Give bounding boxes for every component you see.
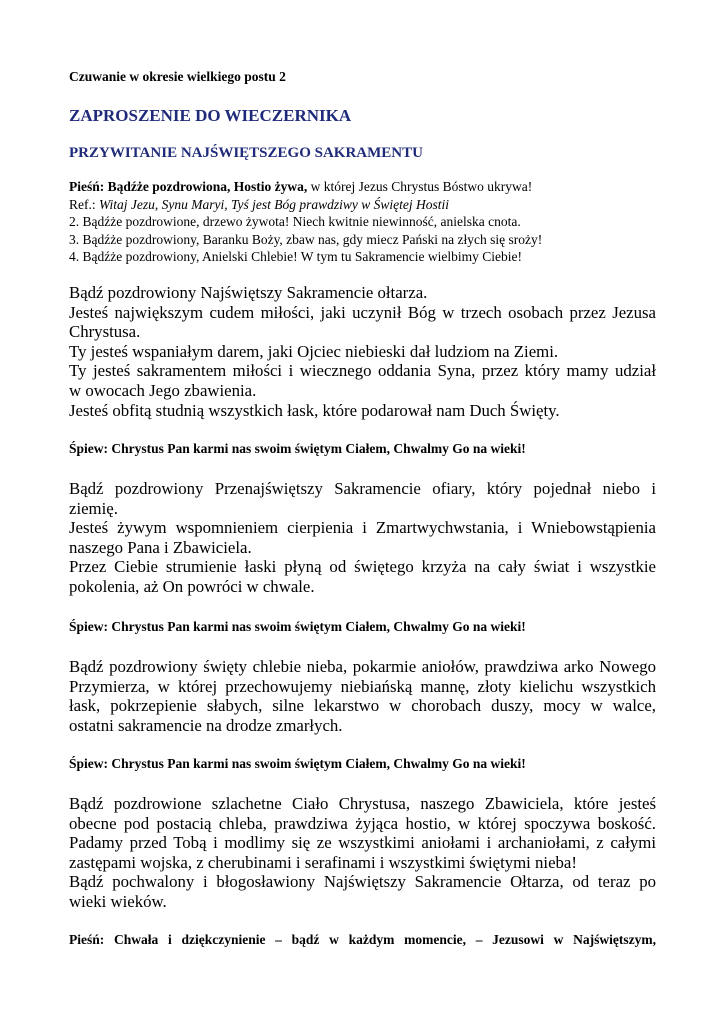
- refrain-2: Śpiew: Chrystus Pan karmi nas swoim świętym Ciałem, Chwalmy Go na wieki!: [69, 619, 526, 634]
- prayer-line: Jesteś największym cudem miłości, jaki uczynił Bóg w trzech osobach przez Jezusa: [69, 302, 656, 322]
- document-label: Czuwanie w okresie wielkiego postu 2: [69, 69, 286, 84]
- prayer-line: Jesteś obfitą studnią wszystkich łask, które podarował nam Duch Święty.: [69, 400, 560, 420]
- prayer-line: zastępami wojska, z cherubinami i serafinami i wszystkimi świętymi nieba!: [69, 852, 577, 872]
- prayer-line: Bądź pozdrowiony święty chlebie nieba, pokarmie aniołów, prawdziwa arko Nowego: [69, 657, 656, 676]
- prayer-paragraph-1: [69, 283, 656, 420]
- prayer-line: łask, pokrzepienie słabych, silne lekarstwo w chorobach duszy, mocy w walce,: [69, 696, 656, 716]
- prayer-line: w owocach Jego zbawienia.: [69, 380, 257, 400]
- prayer-line: Bądź pozdrowiony Najświętszy Sakramencie ołtarza.: [69, 283, 428, 302]
- prayer-line: Ty jesteś wspaniałym darem, jaki Ojciec niebieski dał ludziom na Ziemi.: [69, 341, 559, 361]
- refrain-text: Witaj Jezu, Synu Maryi, Tyś jest Bóg prawdziwy w Świętej Hostii: [99, 196, 449, 212]
- song-verse-4: 4. Bądźże pozdrowiony, Anielski Chlebie! W tym tu Sakramencie wielbimy Ciebie!: [69, 249, 523, 265]
- refrain-3: Śpiew: Chrystus Pan karmi nas swoim świętym Ciałem, Chwalmy Go na wieki!: [69, 756, 526, 771]
- prayer-paragraph-4: [69, 794, 656, 912]
- song-verse-3: 3. Bądźże pozdrowiony, Baranku Boży, zbaw nas, gdy miecz Pański na złych się sroży!: [69, 231, 543, 247]
- song-refrain: [69, 196, 656, 214]
- refrain-label: Ref.:: [69, 196, 99, 212]
- song-block: [69, 178, 656, 266]
- prayer-line: obecne pod postacią chleba, prawdziwa żyjąca hostio, w której spoczywa boskość.: [69, 813, 656, 833]
- prayer-line: Ty jesteś sakramentem miłości i wiecznego oddania Syna, przez który mamy udział: [69, 361, 656, 381]
- prayer-paragraph-2: [69, 479, 656, 597]
- prayer-line: Chrystusa.: [69, 322, 141, 342]
- song-verse-2: 2. Bądźże pozdrowione, drzewo żywota! Niech kwitnie niewinność, anielska cnota.: [69, 214, 521, 230]
- prayer-line: Padamy przed Tobą i modlimy się ze wszystkimi aniołami i archaniołami, z całymi: [69, 833, 656, 853]
- prayer-line: Jesteś żywym wspomnieniem cierpienia i Zmartwychwstania, i Wniebowstąpienia: [69, 518, 656, 538]
- prayer-line: Przez Ciebie strumienie łaski płyną od świętego krzyża na cały świat i wszystkie: [69, 557, 656, 577]
- section-subtitle: PRZYWITANIE NAJŚWIĘTSZEGO SAKRAMENTU: [69, 145, 423, 161]
- song-first-line: [69, 178, 656, 196]
- refrain-1: Śpiew: Chrystus Pan karmi nas swoim świętym Ciałem, Chwalmy Go na wieki!: [69, 441, 526, 456]
- prayer-line: Bądź pochwalony i błogosławiony Najświętszy Sakramencie Ołtarza, od teraz po: [69, 872, 656, 892]
- prayer-line: naszego Pana i Zbawiciela.: [69, 537, 252, 557]
- prayer-line: wieki wieków.: [69, 891, 167, 911]
- prayer-line: Bądź pozdrowione szlachetne Ciało Chrystusa, naszego Zbawiciela, które jesteś: [69, 794, 656, 813]
- prayer-line: ziemię.: [69, 498, 118, 518]
- prayer-line: ostatni sakramencie na drodze zmarłych.: [69, 715, 343, 735]
- song-title: Pieśń: Bądźże pozdrowiona, Hostio żywa,: [69, 179, 308, 194]
- page-title: ZAPROSZENIE DO WIECZERNIKA: [69, 106, 352, 125]
- final-song-line: Pieśń: Chwała i dziękczynienie – bądź w każdym momencie, – Jezusowi w Najświętszym,: [69, 932, 656, 947]
- prayer-line: Bądź pozdrowiony Przenajświętszy Sakramencie ofiary, który pojednał niebo i: [69, 479, 656, 498]
- prayer-paragraph-3: [69, 657, 656, 735]
- prayer-line: Przymierza, w której przechowujemy niebiańską mannę, złoty kielichu wszystkich: [69, 676, 656, 696]
- song-line1-rest: w której Jezus Chrystus Bóstwo ukrywa!: [307, 179, 533, 194]
- prayer-line: pokolenia, aż On powróci w chwale.: [69, 576, 315, 596]
